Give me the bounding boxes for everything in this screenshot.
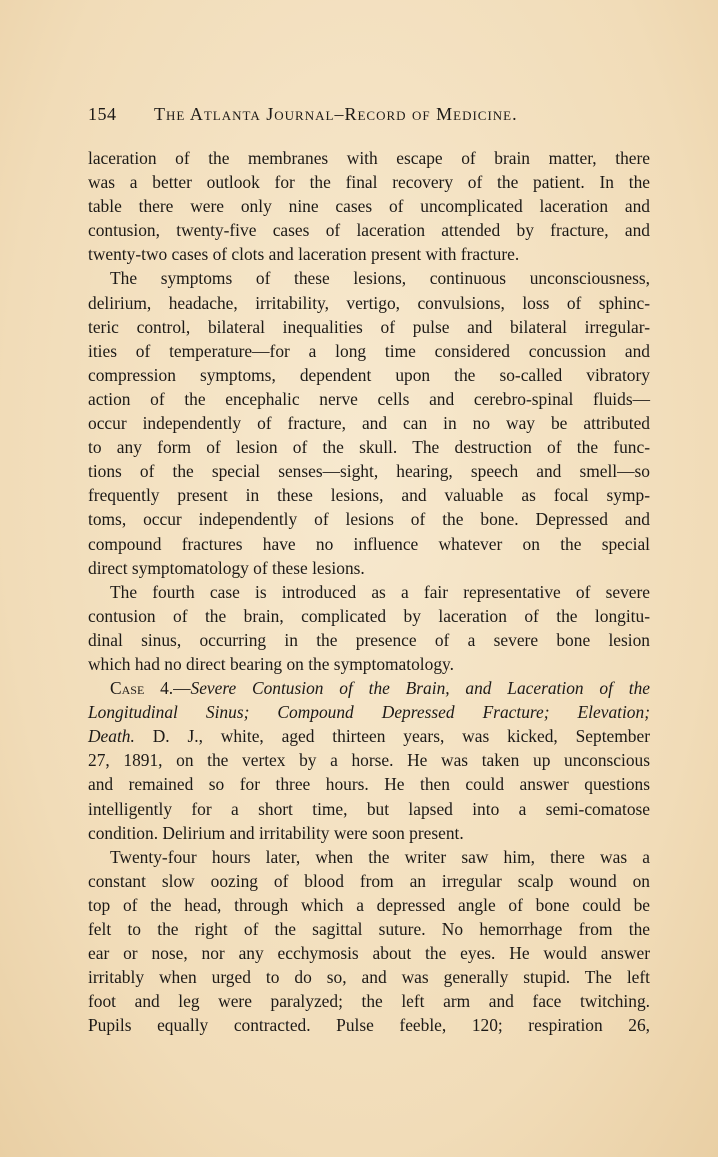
text-line: which had no direct bearing on the symptomatology.: [88, 653, 454, 674]
text-line: delirium, headache, irritability, vertigo, convulsions, loss of sphinc-: [88, 292, 650, 313]
running-head: The Atlanta Journal–Record of Medicine.: [154, 104, 518, 124]
text-line: to any form of lesion of the skull. The destruction of the func-: [88, 437, 650, 458]
text-line: felt to the right of the sagittal suture. No hemorrhage from the: [88, 919, 650, 939]
text-line: condition. Delirium and irritability were soon present.: [88, 822, 464, 843]
text-line: 27, 1891, on the vertex by a horse. He was taken up unconscious: [88, 750, 650, 771]
text-line: ities of temperature—for a long time considered concussion and: [88, 340, 650, 361]
text-line: constant slow oozing of blood from an irregular scalp wound on: [88, 870, 650, 891]
case-heading-line-2: [88, 700, 650, 724]
text-line: contusion, twenty-five cases of laceration attended by fracture, and: [88, 220, 650, 241]
text-line: compound fractures have no influence whatever on the special: [88, 533, 650, 554]
case-label: Case 4.—: [110, 678, 191, 699]
text-block-2: [88, 748, 650, 1037]
text-line: dinal sinus, occurring in the presence of a severe bone lesion: [88, 629, 650, 650]
book-page: [88, 104, 650, 1037]
text-line: The fourth case is introduced as a fair representative of severe: [110, 581, 650, 602]
text-line: The symptoms of these lesions, continuous unconsciousness,: [110, 268, 650, 289]
text-line: Twenty-four hours later, when the writer saw him, there was a: [110, 846, 650, 867]
case-heading-line-1: [88, 676, 650, 700]
text-line: laceration of the membranes with escape of brain matter, there: [88, 148, 650, 168]
text-line: tions of the special senses—sight, hearing, speech and smell—so: [88, 461, 650, 482]
text-line: foot and leg were paralyzed; the left arm and face twitching.: [88, 991, 650, 1012]
text-line: toms, occur independently of lesions of the bone. Depressed and: [88, 509, 650, 530]
text-line: Pupils equally contracted. Pulse feeble, 120; respiration 26,: [88, 1015, 650, 1036]
text-line: intelligently for a short time, but lapsed into a semi-comatose: [88, 798, 650, 819]
text-block-1: [88, 146, 650, 676]
text-line: top of the head, through which a depressed angle of bone could be: [88, 894, 650, 915]
text-line: contusion of the brain, complicated by laceration of the longitu-: [88, 605, 650, 626]
case-title-1: Severe Contusion of the Brain, and Laceration of the: [190, 678, 650, 699]
text-line: irritably when urged to do so, and was generally stupid. The left: [88, 967, 650, 988]
text-line: was a better outlook for the final recovery of the patient. In the: [88, 172, 650, 193]
text-line: ear or nose, nor any ecchymosis about the eyes. He would answer: [88, 943, 650, 964]
page-header: [88, 104, 650, 130]
text-line: compression symptoms, dependent upon the so-called vibratory: [88, 364, 650, 385]
text-line: teric control, bilateral inequalities of pulse and bilateral irregular-: [88, 316, 650, 337]
text-line: twenty-two cases of clots and laceration present with fracture.: [88, 244, 520, 265]
page-number: 154: [88, 104, 117, 124]
text-line: direct symptomatology of these lesions.: [88, 557, 365, 578]
text-line: frequently present in these lesions, and valuable as focal symp-: [88, 485, 650, 506]
body-text: [88, 146, 650, 1037]
text-line: and remained so for three hours. He then could answer questions: [88, 774, 650, 795]
text-line: occur independently of fracture, and can in no way be attributed: [88, 413, 650, 434]
case-title-end: Death.: [88, 726, 135, 747]
text-line: action of the encephalic nerve cells and cerebro-spinal fluids—: [88, 388, 650, 409]
text-line: table there were only nine cases of uncomplicated laceration and: [88, 196, 650, 217]
case-heading-line-3: [88, 724, 650, 748]
case-title-2: Longitudinal Sinus; Compound Depressed Fracture; Elevation;: [88, 702, 650, 723]
case-title-end-rest: D. J., white, aged thirteen years, was kicked, September: [134, 726, 650, 747]
